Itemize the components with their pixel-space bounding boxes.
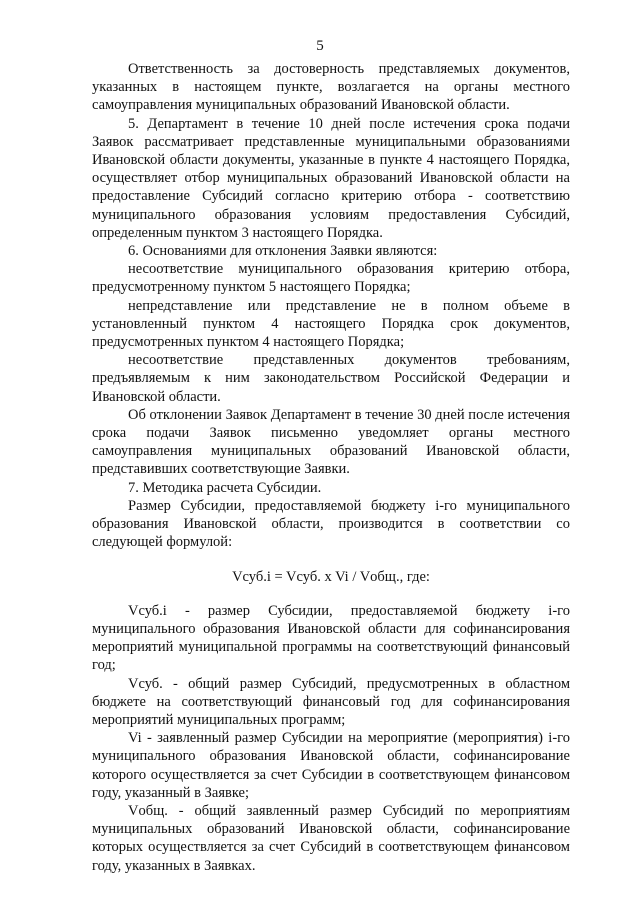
paragraph-rejection-ground-2: непредставление или представление не в полном объеме в установленный пунктом 4 настоящего Порядка срок документов, предусмотренных пунктом 4 настоящего Порядка;	[92, 297, 570, 351]
subsidy-formula: Vсуб.i = Vсуб. x Vi / Vобщ., где:	[232, 569, 430, 586]
paragraph-rejection-notice: Об отклонении Заявок Департамент в течение 30 дней после истечения срока подачи Заявок письменно уведомляет органы местного самоуправления муниципальных образований Ивановской области, представивших соответствующие Заявки.	[92, 406, 570, 478]
paragraph-definition-vsub-i: Vсуб.i - размер Субсидии, предоставляемой бюджету i-го муниципального образования Ивановской области для софинансирования мероприятий муниципальной программы на соответствующий финансовый год;	[92, 602, 570, 674]
paragraph-definition-vsub: Vсуб. - общий размер Субсидий, предусмотренных в областном бюджете на соответствующий финансовый год для софинансирования мероприятий муниципальных программ;	[92, 675, 570, 728]
document-body	[92, 60, 570, 875]
paragraph-item-7: 7. Методика расчета Субсидии.	[128, 479, 322, 496]
paragraph-responsibility: Ответственность за достоверность представляемых документов, указанных в настоящем пункте, возлагается на органы местного самоуправления муниципальных образований Ивановской области.	[92, 61, 570, 114]
paragraph-rejection-ground-3: несоответствие представленных документов требованиям, предъявляемым к ним законодательством Российской Федерации и Ивановской области.	[92, 352, 570, 405]
paragraph-definition-vobsch: Vобщ. - общий заявленный размер Субсидий по мероприятиям муниципальных образований Ивановской области, софинансирование которых осуществляется за счет Субсидий в соответствующем финансовом году, указанных в Заявках.	[92, 802, 570, 874]
page-number: 5	[316, 38, 324, 54]
paragraph-item-6: 6. Основаниями для отклонения Заявки являются:	[128, 243, 438, 260]
paragraph-item-5: 5. Департамент в течение 10 дней после истечения срока подачи Заявок рассматривает представленные муниципальными образованиями Ивановской области документы, указанные в пункте 4 настоящего Порядка, осуществляет отбор муниципальных образований Ивановской области на предоставление Субсидий согласно критерию отбора - соответствию муниципального образования условиям предоставления Субсидий, определенным пунктом 3 настоящего Порядка.	[92, 115, 570, 241]
paragraph-rejection-ground-1: несоответствие муниципального образования критерию отбора, предусмотренному пунктом 5 настоящего Порядка;	[92, 261, 570, 296]
paragraph-definition-vi: Vi - заявленный размер Субсидии на мероприятие (мероприятия) i-го муниципального образования Ивановской области, софинансирование которого осуществляется за счет Субсидии в соответствующем финансовом году, указанный в Заявке;	[92, 730, 570, 801]
paragraph-subsidy-size: Размер Субсидии, предоставляемой бюджету i-го муниципального образования Ивановской области, производится в соответствии со следующей формулой:	[92, 497, 570, 551]
